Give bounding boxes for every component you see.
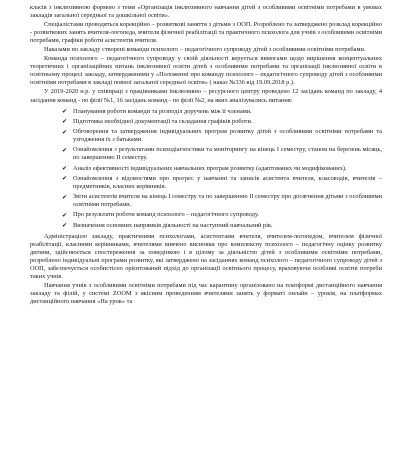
meeting-topics-checklist xyxy=(30,108,382,230)
paragraph-quarantine-learning: Навчання учнів з особливими освітніми потребами під час карантину організовано на платформі дистанційного навчання закладу та філій, у системі ZOOM з якісним проведенням вчителями занять у форматі онлайн – уроків, на платформах дистанційного навчання «На урок» та xyxy=(30,281,382,306)
checkmark-icon: ✔ xyxy=(62,165,68,173)
paragraph-administration: Адміністрацією закладу, практичними психологами, асистентами вчителя, вчителем-логопедом, вчителем фізичної реабілітації, класними керівниками, вчителями вивчено висновки про комплексну психолого – педагогічну оцінку розвитку дитини, здійснюється спостереження за поведінкою і в цілому за діяльністю дітей з особливими освітніми потребами, розроблено індивідуальні програми розвитку, які затверджено на засіданнях команд психолого – педагогічного супроводу дітей з ООП, забезпечується особистісно орієнтований підхід до організації освітнього процесу, враховуючи особливі освітні потреби таких учнів. xyxy=(30,232,382,280)
checkmark-icon: ✔ xyxy=(62,108,68,116)
checklist-item: ✔ Ознайомлення з відомостями про прогрес у навчанні та записів асистента вчителя, класоводів, вчителів – предметників, класних керівників. xyxy=(62,174,382,190)
paragraph-specialists: Спеціалістами проводяться корекційно – розвиткові заняття з дітьми з ООП. Розроблено та затверджено розклад корекційно - розвиткових занять вчителя-логопеда, вчителя фізичної реабілітації та практичного психолога для учнів з особливими освітніми потребами, графіки роботи асистентів вчителя. xyxy=(30,21,382,45)
checkmark-icon: ✔ xyxy=(62,128,68,136)
checklist-item: ✔ Підготовка необхідної документації та складання графіків роботи. xyxy=(62,117,253,126)
checkmark-icon: ✔ xyxy=(62,175,68,183)
checklist-item: ✔ Аналіз ефективності індивідуальних навчальних програм розвитку (адаптованих чи модифікованих). xyxy=(62,164,347,173)
paragraph-orders: Наказами по закладу створені команди психолого – педагогічного супроводу дітей з особливими освітніми потребами. xyxy=(44,46,366,54)
checklist-item: ✔ Про результати роботи команд психолого – педагогічного супроводу. xyxy=(62,211,260,219)
checklist-item: ✔ Звіти асистентів вчителя на кінець І семестру та по завершенню ІІ семестру про досягнення дітьми з особливими освітніми потребами. xyxy=(62,193,382,209)
paragraph-team-regulation: Команда психолого – педагогічного супроводу у своїй діяльності керується вимогами щодо вирішення концептуальних теоретичних і організаційних питань інклюзивної освіти дітей з особливими потребами та організації інклюзивної освіти в освітньому процесі закладу, затвердженими у «Положенні про команду психолого – педагогічного супроводу дітей з особливими освітніми потребами в закладі повної загальної середньої освіти» ( наказ №336 від 19.09.2018 р.). xyxy=(30,55,382,87)
paragraph-meetings: У 2019-2020 н.р. у співпраці з працівниками інклюзивно – ресурсного центру проведено 12 засідань команд по закладу, 4 засідання команд - по філії №1, 16 засідань команд - по філії №2, на яких аналізувались питання: xyxy=(30,88,382,104)
checklist-item: ✔ Ознайомлення з результатами психодіагностики та моніторингу на кінець І семестру, станом на березень місяць, по завершенню ІІ семестру. xyxy=(62,146,382,162)
checkmark-icon: ✔ xyxy=(62,193,68,201)
checkmark-icon: ✔ xyxy=(62,118,68,126)
checkmark-icon: ✔ xyxy=(62,222,68,230)
checkmark-icon: ✔ xyxy=(62,211,68,219)
checklist-item: ✔ Обговорення та затвердження індивідуальних програм розвитку дітей з особливими освітніми потребами та узгодження їх з батьками. xyxy=(62,128,382,144)
checklist-item: ✔ Планування роботи команди та розподіл доручень між її членами. xyxy=(62,107,252,116)
checkmark-icon: ✔ xyxy=(62,146,68,154)
checklist-item: ✔ Визначення основних напрямків діяльності на наступний навчальний рік. xyxy=(62,221,273,230)
paragraph-intro-continuation: класів з інклюзивною формою з теми «Організація інклюзивного навчання дітей з особливими освітніми потребами в умовах закладів загальної середньої та дошкільної освіти». xyxy=(30,4,382,20)
